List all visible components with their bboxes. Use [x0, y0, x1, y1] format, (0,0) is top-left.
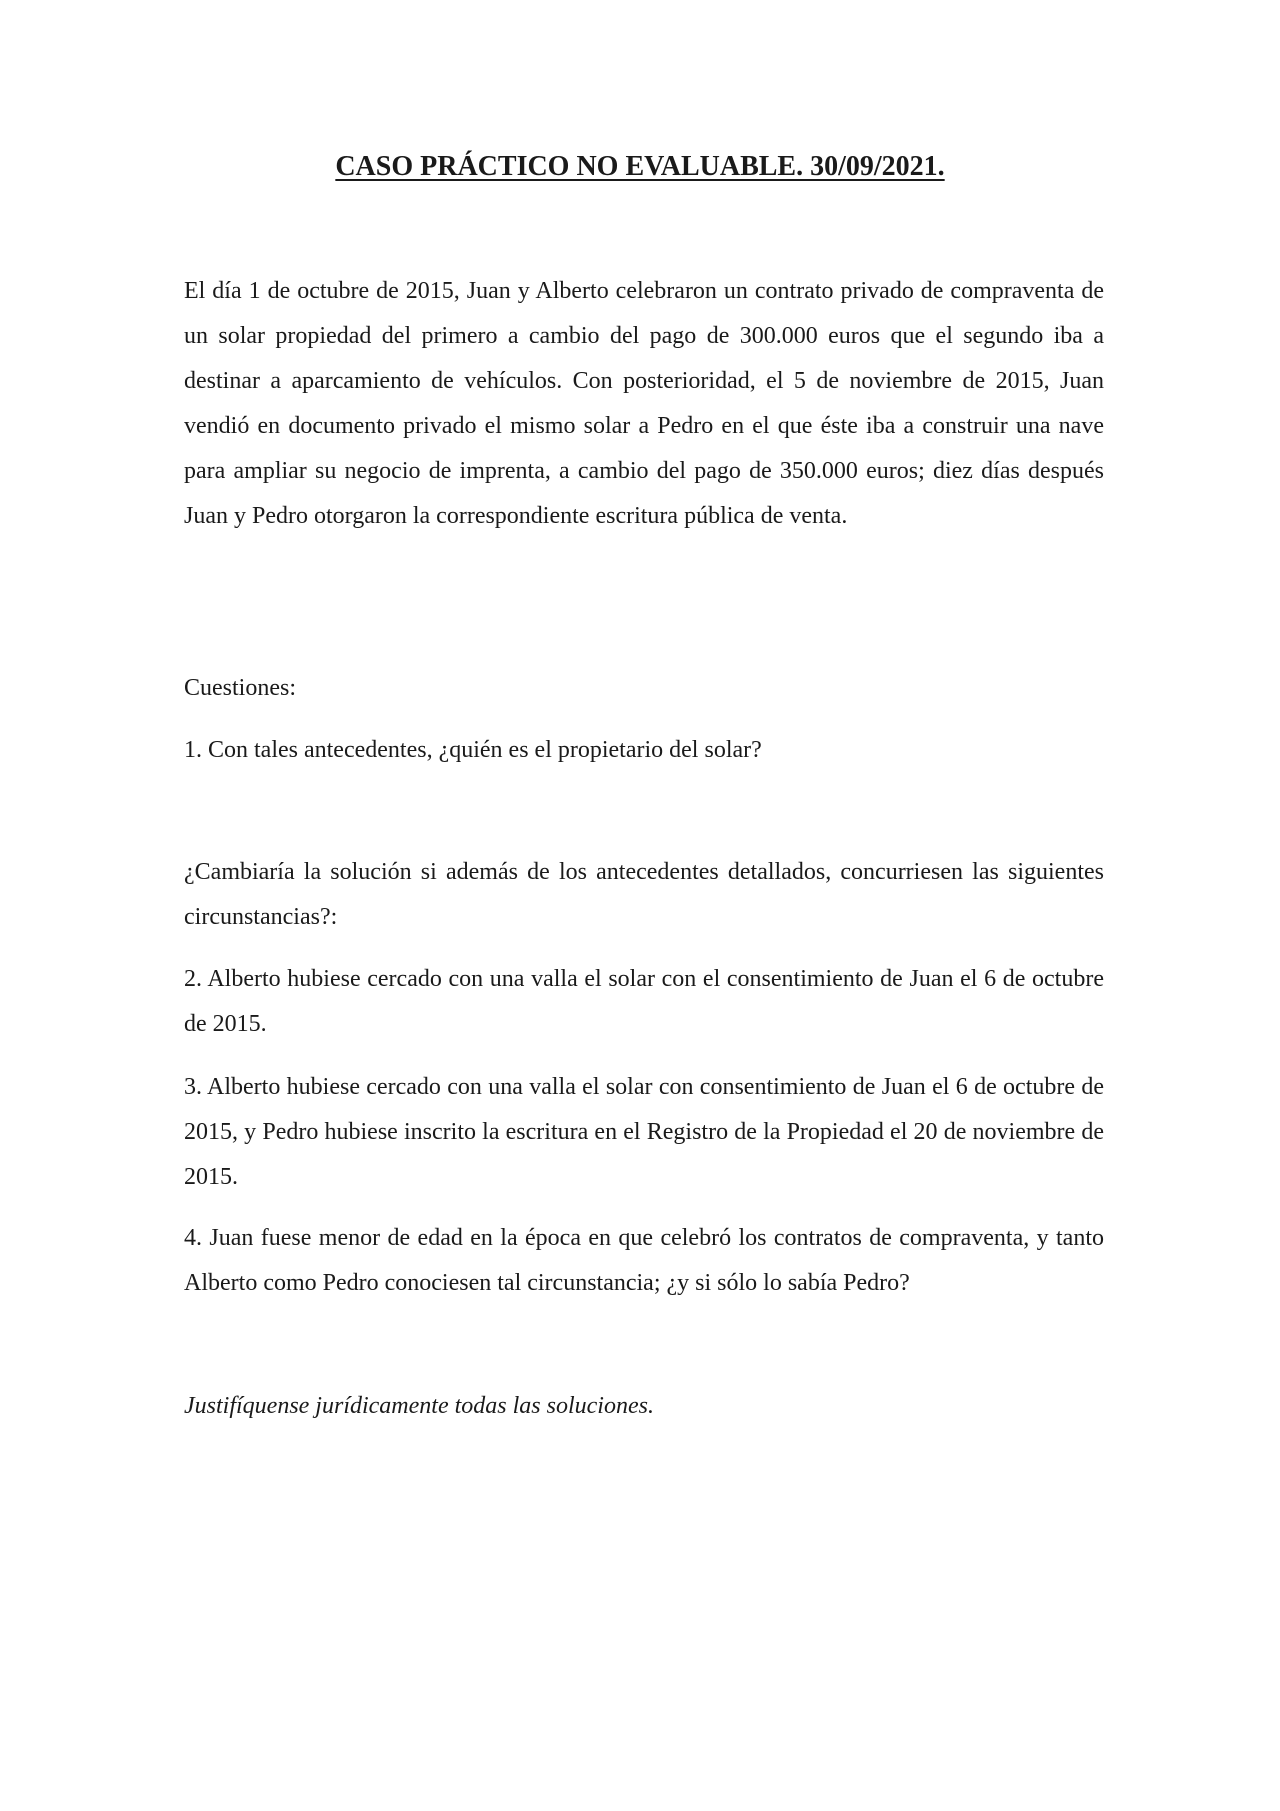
question-2: 2. Alberto hubiese cercado con una valla el solar con el consentimiento de Juan el 6 de octubre de 2015.	[184, 966, 1104, 1037]
closing-instruction: Justifíquense jurídicamente todas las soluciones.	[184, 1393, 654, 1419]
question-4: 4. Juan fuese menor de edad en la época en que celebró los contratos de compraventa, y tanto Alberto como Pedro conociesen tal circunstancia; ¿y si sólo lo sabía Pedro?	[184, 1225, 1104, 1296]
follow-up-question: ¿Cambiaría la solución si además de los antecedentes detallados, concurriesen las siguientes circunstancias?:	[184, 859, 1104, 930]
document-title	[0, 150, 1280, 184]
document-title-text: CASO PRÁCTICO NO EVALUABLE. 30/09/2021.	[335, 151, 945, 182]
case-statement-paragraph: El día 1 de octubre de 2015, Juan y Alberto celebraron un contrato privado de compraventa de un solar propiedad del primero a cambio del pago de 300.000 euros que el segundo iba a destinar a aparcamiento de vehículos. Con posterioridad, el 5 de noviembre de 2015, Juan vendió en documento privado el mismo solar a Pedro en el que éste iba a construir una nave para ampliar su negocio de imprenta, a cambio del pago de 350.000 euros; diez días después Juan y Pedro otorgaron la correspondiente escritura pública de venta.	[184, 278, 1104, 529]
questions-heading: Cuestiones:	[184, 675, 296, 701]
question-1: 1. Con tales antecedentes, ¿quién es el propietario del solar?	[184, 737, 762, 763]
question-3: 3. Alberto hubiese cercado con una valla el solar con consentimiento de Juan el 6 de octubre de 2015, y Pedro hubiese inscrito la escritura en el Registro de la Propiedad el 20 de noviembre de 2015.	[184, 1074, 1104, 1190]
